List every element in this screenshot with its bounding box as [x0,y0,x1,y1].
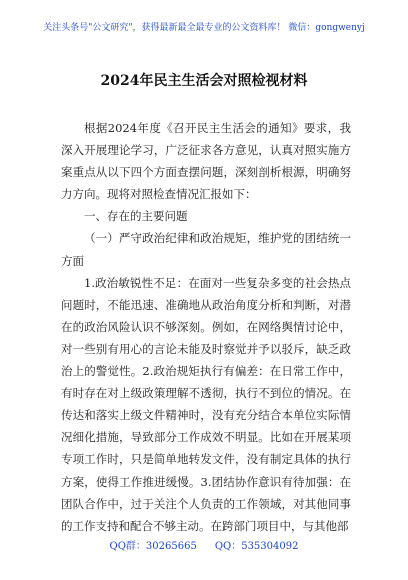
footer-qq-group: QQ群：30265665 [109,541,197,552]
subsection-heading: （一）严守政治纪律和政治规矩，维护党的团结统一方面 [61,231,351,268]
header-note: 关注头条号"公文研究"，获得最新最全最专业的公文资料库！ 微信：gongwenyj [43,23,365,33]
body-paragraph: 1.政治敏锐性不足：在面对一些复杂多变的社会热点问题时，不能迅速、准确地从政治角度分析和判断，对潜在的政治风险认识不够深刻。例如，在网络舆情讨论中，对一些别有用心的言论未能及时察觉并予以驳斥，缺乏政治上的警觉性。2.政治规矩执行有偏差：在日常工作中，有时存在对上级政策理解不透彻，执行不到位的情况。在传达和落实上级文件精神时，没有充分结合本单位实际情况细化措施，导致部分工作成效不明显。比如在开展某项专项工作时，只是简单地转发文件，没有制定具体的执行方案，使得工作推进缓慢。3.团结协作意识有待加强：在团队合作中，过于关注个人负责的工作领域，对其他同事的工作支持和配合不够主动。在跨部门项目中，与其他部 [61,275,351,533]
document-title: 2024年民主生活会对照检视材料 [100,73,308,89]
section-heading: 一、存在的主要问题 [84,209,188,224]
intro-paragraph: 根据2024年度《召开民主生活会的通知》要求，我深入开展理论学习，广泛征求各方意见，认真对照实施方案重点从以下四个方面查摆问题，深刻剖析根源，明确努力方向。现将对照检查情况汇报如下： [61,121,351,202]
footer-qq: QQ：535304092 [214,541,299,552]
footer-contact [0,537,408,552]
document-body [61,117,351,537]
